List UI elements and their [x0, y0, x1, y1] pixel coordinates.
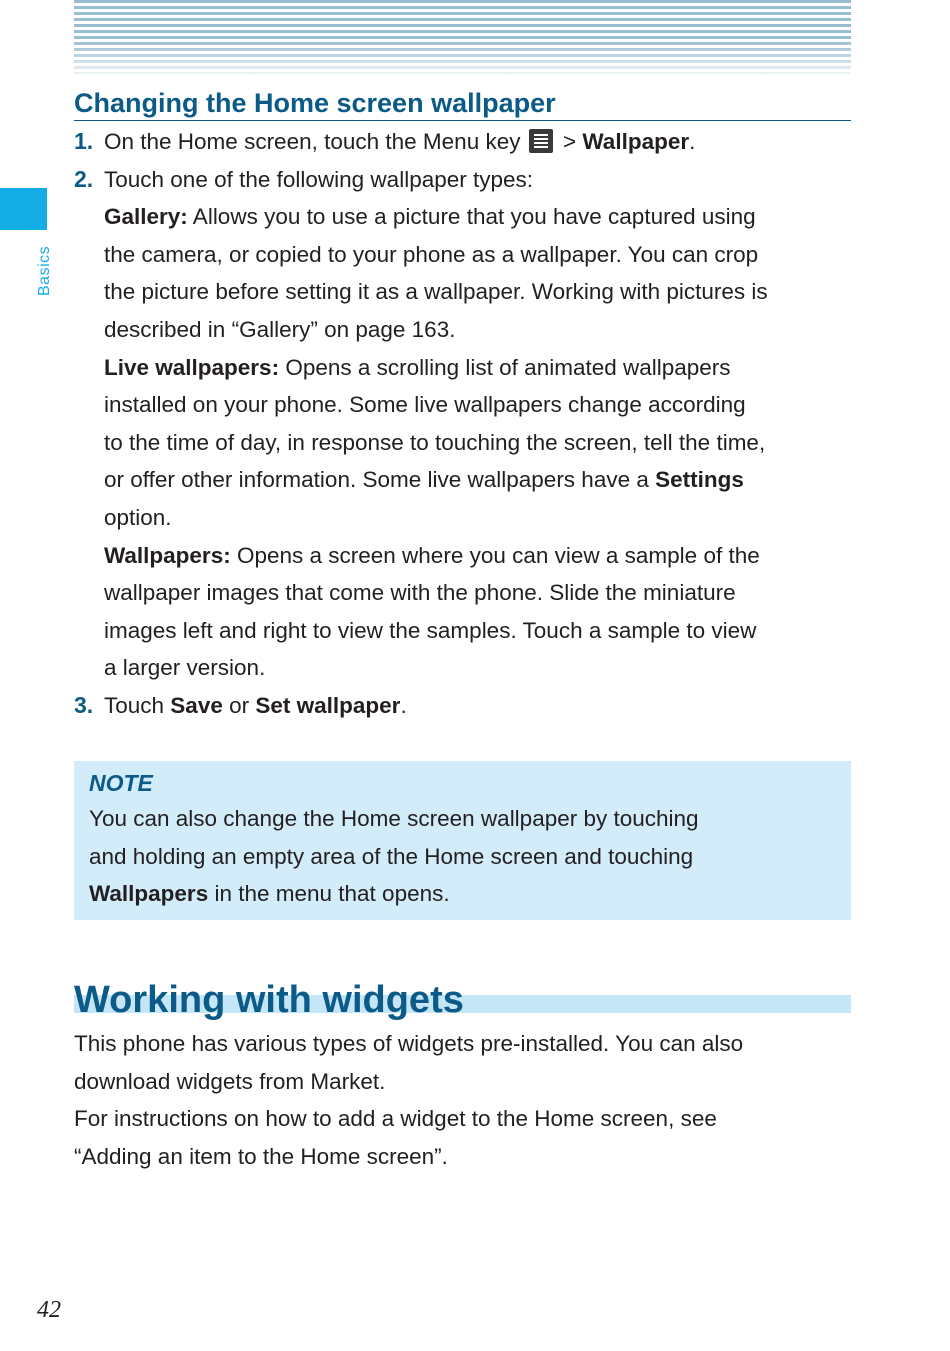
- page-number: 42: [37, 1297, 61, 1323]
- widgets-line: “Adding an item to the Home screen”.: [74, 1143, 448, 1169]
- note-last-text: in the menu that opens.: [208, 881, 450, 906]
- live-line: option.: [104, 504, 172, 530]
- step-1-text: [74, 129, 695, 154]
- step-1-prefix: On the Home screen, touch the Menu key: [104, 129, 521, 154]
- note-line: [89, 875, 699, 913]
- gallery-line: the picture before setting it as a wallpaper. Working with pictures is: [104, 279, 768, 305]
- widgets-line: For instructions on how to add a widget to the Home screen, see: [74, 1106, 717, 1132]
- step-1-separator: >: [556, 129, 583, 154]
- live-line: installed on your phone. Some live wallpapers change according: [104, 392, 746, 418]
- section-title: Changing the Home screen wallpaper: [74, 86, 851, 121]
- step-1-bold: Wallpaper: [582, 129, 690, 154]
- step-2: [74, 161, 851, 199]
- chapter-tab-label: Basics: [36, 245, 53, 296]
- step-1-period: .: [689, 129, 696, 154]
- chapter-tab: [0, 188, 47, 230]
- note-box: [74, 761, 851, 920]
- wallpapers-line: [74, 537, 851, 575]
- step-number: 3.: [74, 691, 94, 718]
- menu-key-icon: [529, 129, 553, 153]
- note-line: You can also change the Home screen wallpaper by touching: [89, 806, 699, 831]
- widgets-line: This phone has various types of widgets pre-installed. You can also: [74, 1031, 744, 1056]
- live-desc: Opens a scrolling list of animated wallpapers: [279, 354, 731, 380]
- note-title: NOTE: [89, 770, 153, 796]
- step-3: [74, 687, 851, 725]
- live-term: Live wallpapers:: [104, 354, 280, 380]
- gallery-term: Gallery:: [104, 204, 188, 230]
- note-line: and holding an empty area of the Home screen and touching: [89, 843, 694, 869]
- step-3-text: [74, 693, 407, 718]
- step-number: 1.: [74, 128, 94, 154]
- header-fade: [74, 40, 851, 76]
- note-body: [89, 800, 699, 913]
- wallpapers-desc: Opens a screen where you can view a sample of the: [230, 542, 760, 568]
- live-line: to the time of day, in response to touching the screen, tell the time,: [104, 429, 766, 455]
- live-last-text: or offer other information. Some live wallpapers have a: [104, 467, 656, 493]
- step-3-period: .: [400, 692, 407, 718]
- step-1: [74, 123, 851, 161]
- wallpapers-line: wallpaper images that come with the phone. Slide the miniature: [104, 580, 736, 606]
- gallery-line: the camera, or copied to your phone as a wallpaper. You can crop: [104, 241, 759, 267]
- wallpapers-line: images left and right to view the samples. Touch a sample to view: [104, 617, 757, 643]
- widgets-line: download widgets from Market.: [74, 1068, 386, 1094]
- settings-term: Settings: [655, 467, 744, 493]
- save-term: Save: [170, 692, 223, 718]
- live-line: [74, 349, 851, 387]
- set-wallpaper-term: Set wallpaper: [255, 692, 401, 718]
- wallpapers-term: Wallpapers:: [104, 542, 231, 568]
- gallery-line: described in “Gallery” on page 163.: [104, 316, 456, 342]
- widgets-heading: Working with widgets: [74, 979, 464, 1021]
- widgets-body: [74, 1025, 743, 1175]
- step-2-text: Touch one of the following wallpaper types:: [104, 166, 534, 192]
- step-3-prefix: Touch: [104, 692, 171, 718]
- step-3-or: or: [222, 692, 256, 718]
- gallery-desc: Allows you to use a picture that you have captured using: [187, 204, 756, 230]
- step-number: 2.: [74, 165, 94, 192]
- gallery-line: [74, 198, 851, 236]
- note-bold-term: Wallpapers: [89, 881, 209, 906]
- live-line: [74, 461, 851, 499]
- wallpapers-line: a larger version.: [104, 655, 266, 681]
- steps-content: [74, 123, 851, 725]
